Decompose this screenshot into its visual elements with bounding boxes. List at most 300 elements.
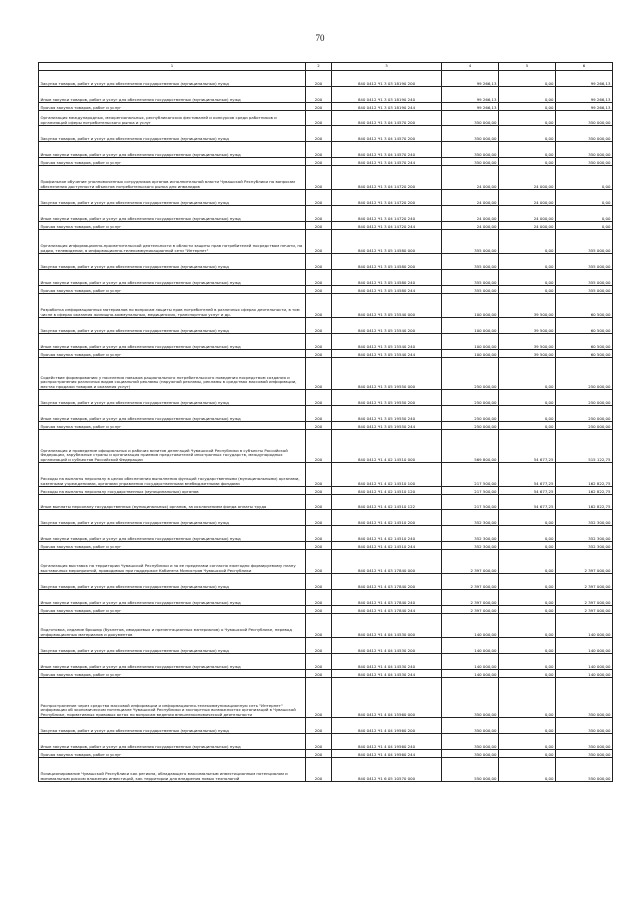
row-amount-approved: 140 000,00 xyxy=(442,670,499,678)
row-amount-remaining: 60 500,00 xyxy=(556,334,613,350)
row-amount-executed: 0,00 xyxy=(499,254,556,270)
row-amount-approved: 352 300,00 xyxy=(442,510,499,526)
row-amount-executed: 39 500,00 xyxy=(499,350,556,358)
row-amount-approved: 250 000,00 xyxy=(442,390,499,406)
table-row xyxy=(39,542,613,550)
row-amount-approved: 350 000,00 xyxy=(442,158,499,166)
row-amount-approved: 569 800,00 xyxy=(442,430,499,463)
row-kvr-code: 200 xyxy=(306,406,332,422)
table-row xyxy=(39,590,613,606)
table-row xyxy=(39,750,613,758)
row-kvr-code: 200 xyxy=(306,111,332,126)
row-amount-remaining: 99 266,13 xyxy=(556,71,613,87)
row-amount-approved: 217 500,00 xyxy=(442,487,499,495)
table-row xyxy=(39,406,613,422)
row-amount-executed: 0,00 xyxy=(499,87,556,103)
row-description: Иные закупки товаров, работ и услуг для обеспечения государственных (муниципальных) нужд xyxy=(39,87,306,103)
row-amount-executed: 0,00 xyxy=(499,358,556,390)
row-budget-code: 840 0412 Ч1 3 03 18190 240 xyxy=(332,87,442,103)
row-amount-executed: 0,00 xyxy=(499,126,556,142)
row-amount-remaining: 250 000,00 xyxy=(556,422,613,430)
row-amount-remaining: 352 300,00 xyxy=(556,542,613,550)
table-row xyxy=(39,495,613,510)
row-amount-executed: 0,00 xyxy=(499,270,556,286)
row-budget-code: 840 0412 Ч1 4 03 17840 240 xyxy=(332,590,442,606)
row-description: Иные закупки товаров, работ и услуг для обеспечения государственных (муниципальных) нужд xyxy=(39,654,306,670)
table-row xyxy=(39,550,613,574)
row-budget-code: 840 0412 Ч1 3 04 14570 200 xyxy=(332,111,442,126)
row-amount-remaining: 60 500,00 xyxy=(556,318,613,334)
row-amount-remaining: 350 000,00 xyxy=(556,111,613,126)
row-kvr-code: 200 xyxy=(306,358,332,390)
row-kvr-code: 200 xyxy=(306,750,332,758)
row-budget-code: 840 0412 Ч1 4 04 14530 200 xyxy=(332,638,442,654)
row-amount-approved: 217 500,00 xyxy=(442,495,499,510)
header-cell: 3 xyxy=(332,63,442,71)
table-row xyxy=(39,87,613,103)
row-amount-approved: 100 000,00 xyxy=(442,318,499,334)
row-description: Прочая закупка товаров, работ и услуг xyxy=(39,158,306,166)
row-kvr-code: 200 xyxy=(306,654,332,670)
row-amount-executed: 54 677,25 xyxy=(499,430,556,463)
row-amount-remaining: 355 000,00 xyxy=(556,270,613,286)
table-row xyxy=(39,270,613,286)
row-amount-approved: 250 000,00 xyxy=(442,422,499,430)
row-amount-remaining: 0,00 xyxy=(556,190,613,206)
row-amount-remaining: 140 000,00 xyxy=(556,614,613,638)
row-amount-remaining: 355 000,00 xyxy=(556,254,613,270)
table-row xyxy=(39,103,613,111)
table-row xyxy=(39,614,613,638)
row-budget-code: 840 0412 Ч1 4 04 14530 000 xyxy=(332,614,442,638)
row-budget-code: 840 0412 Ч1 3 05 15540 200 xyxy=(332,318,442,334)
row-description: Прочая закупка товаров, работ и услуг xyxy=(39,542,306,550)
row-budget-code: 840 0412 Ч1 3 05 15540 240 xyxy=(332,334,442,350)
row-amount-remaining: 0,00 xyxy=(556,166,613,190)
table-row xyxy=(39,606,613,614)
header-cell: 5 xyxy=(499,63,556,71)
row-description: Закупка товаров, работ и услуг для обеспечения государственных (муниципальных) нужд xyxy=(39,254,306,270)
row-kvr-code: 200 xyxy=(306,270,332,286)
row-budget-code: 840 0412 Ч1 4 02 14510 000 xyxy=(332,430,442,463)
row-budget-code: 840 0412 Ч1 4 02 14510 240 xyxy=(332,526,442,542)
table-row xyxy=(39,158,613,166)
row-description: Закупка товаров, работ и услуг для обеспечения государственных (муниципальных) нужд xyxy=(39,718,306,734)
row-amount-approved: 24 000,00 xyxy=(442,206,499,222)
row-amount-remaining: 2 397 000,00 xyxy=(556,574,613,590)
row-amount-remaining: 350 000,00 xyxy=(556,718,613,734)
row-description: Прочая закупка товаров, работ и услуг xyxy=(39,606,306,614)
row-description: Организация информационно-просветительской деятельности в области защиты прав потребителей посредством печати, на радио, телевидении, в информационно-телекоммуникационной сети "Интернет" xyxy=(39,230,306,254)
row-kvr-code: 200 xyxy=(306,166,332,190)
row-amount-remaining: 2 397 000,00 xyxy=(556,590,613,606)
row-amount-executed: 0,00 xyxy=(499,71,556,87)
header-cell: 6 xyxy=(556,63,613,71)
table-header-row xyxy=(39,63,613,71)
row-budget-code: 840 0412 Ч1 4 04 19560 200 xyxy=(332,718,442,734)
row-amount-approved: 350 000,00 xyxy=(442,718,499,734)
row-budget-code: 840 0412 Ч1 3 05 19550 000 xyxy=(332,358,442,390)
row-amount-approved: 24 000,00 xyxy=(442,190,499,206)
table-row xyxy=(39,718,613,734)
row-amount-executed: 0,00 xyxy=(499,142,556,158)
row-amount-remaining: 350 000,00 xyxy=(556,126,613,142)
row-budget-code: 840 0412 Ч1 4 04 14530 240 xyxy=(332,654,442,670)
row-amount-remaining: 350 000,00 xyxy=(556,142,613,158)
row-amount-executed: 0,00 xyxy=(499,526,556,542)
row-amount-executed: 0,00 xyxy=(499,230,556,254)
table-row xyxy=(39,254,613,270)
row-amount-executed: 0,00 xyxy=(499,678,556,718)
row-description: Прочая закупка товаров, работ и услуг xyxy=(39,670,306,678)
row-kvr-code: 200 xyxy=(306,158,332,166)
table-row xyxy=(39,422,613,430)
table-row xyxy=(39,734,613,750)
table-row xyxy=(39,638,613,654)
row-amount-approved: 2 397 000,00 xyxy=(442,550,499,574)
row-amount-remaining: 350 000,00 xyxy=(556,678,613,718)
row-amount-approved: 355 000,00 xyxy=(442,230,499,254)
row-amount-approved: 140 000,00 xyxy=(442,614,499,638)
row-description: Иные закупки товаров, работ и услуг для обеспечения государственных (муниципальных) нужд xyxy=(39,142,306,158)
row-kvr-code: 200 xyxy=(306,495,332,510)
row-amount-remaining: 352 300,00 xyxy=(556,526,613,542)
row-amount-executed: 0,00 xyxy=(499,103,556,111)
row-description: Закупка товаров, работ и услуг для обеспечения государственных (муниципальных) нужд xyxy=(39,190,306,206)
row-kvr-code: 200 xyxy=(306,286,332,294)
table-row xyxy=(39,222,613,230)
row-amount-remaining: 515 122,75 xyxy=(556,430,613,463)
row-amount-approved: 352 300,00 xyxy=(442,526,499,542)
row-amount-approved: 2 397 000,00 xyxy=(442,574,499,590)
row-description: Закупка товаров, работ и услуг для обеспечения государственных (муниципальных) нужд xyxy=(39,390,306,406)
row-description: Профильное обучение уполномоченных сотрудников органов исполнительной власти Чувашской Республики по вопросам обеспечения доступности объектов потребительского рынка для инвалидов xyxy=(39,166,306,190)
table-row xyxy=(39,678,613,718)
row-description: Расходы на выплаты персоналу государственных (муниципальных) органов xyxy=(39,487,306,495)
table-row xyxy=(39,334,613,350)
table-row xyxy=(39,318,613,334)
row-amount-approved: 350 000,00 xyxy=(442,678,499,718)
row-kvr-code: 200 xyxy=(306,87,332,103)
table-row xyxy=(39,230,613,254)
row-amount-remaining: 250 000,00 xyxy=(556,406,613,422)
row-budget-code: 840 0412 Ч1 4 03 17840 200 xyxy=(332,574,442,590)
row-amount-remaining: 140 000,00 xyxy=(556,638,613,654)
row-amount-executed: 54 677,25 xyxy=(499,495,556,510)
row-budget-code: 840 0412 Ч1 6 05 10570 000 xyxy=(332,758,442,782)
row-amount-remaining: 2 397 000,00 xyxy=(556,550,613,574)
row-kvr-code: 200 xyxy=(306,350,332,358)
row-kvr-code: 200 xyxy=(306,550,332,574)
table-row xyxy=(39,350,613,358)
row-amount-executed: 0,00 xyxy=(499,406,556,422)
table-row xyxy=(39,487,613,495)
row-budget-code: 840 0412 Ч1 4 02 14510 200 xyxy=(332,510,442,526)
row-amount-approved: 355 000,00 xyxy=(442,270,499,286)
row-description: Разработка информационных материалов по вопросам защиты прав потребителей в различных сферах деятельности, в том числе в сферах оказания жилищно-коммунальных, медицинских, транспортных услуг и др. xyxy=(39,294,306,318)
row-amount-executed: 39 500,00 xyxy=(499,318,556,334)
row-budget-code: 840 0412 Ч1 3 05 14580 240 xyxy=(332,270,442,286)
row-amount-executed: 24 000,00 xyxy=(499,190,556,206)
row-amount-executed: 0,00 xyxy=(499,734,556,750)
table-row xyxy=(39,430,613,463)
row-description: Позиционирование Чувашской Республики как региона, обладающего максимальным инвестиционным потенциалом и минимальным риском вложения инвестиций, как территории для внедрения новых технологий xyxy=(39,758,306,782)
row-budget-code: 840 0412 Ч1 4 03 17840 000 xyxy=(332,550,442,574)
row-kvr-code: 200 xyxy=(306,678,332,718)
row-description: Закупка товаров, работ и услуг для обеспечения государственных (муниципальных) нужд xyxy=(39,510,306,526)
row-amount-remaining: 250 000,00 xyxy=(556,358,613,390)
row-amount-remaining: 162 822,75 xyxy=(556,495,613,510)
row-budget-code: 840 0412 Ч1 3 04 14720 240 xyxy=(332,206,442,222)
row-description: Закупка товаров, работ и услуг для обеспечения государственных (муниципальных) нужд xyxy=(39,126,306,142)
row-kvr-code: 200 xyxy=(306,510,332,526)
row-kvr-code: 200 xyxy=(306,430,332,463)
row-amount-approved: 350 000,00 xyxy=(442,734,499,750)
row-kvr-code: 200 xyxy=(306,390,332,406)
row-description: Подготовка, издание брошюр (буклетов, имиджевых и презентационных материалов) о Чувашской Республике, перевод информационных материалов и документов xyxy=(39,614,306,638)
row-description: Иные закупки товаров, работ и услуг для обеспечения государственных (муниципальных) нужд xyxy=(39,406,306,422)
row-description: Организация и проведение официальных и рабочих визитов делегаций Чувашской Республики в субъекты Российской Федерации, зарубежные страны и организация приемов представителей иностранных государств, международных организаций и субъектов Российской Федерации xyxy=(39,430,306,463)
row-amount-remaining: 99 266,13 xyxy=(556,87,613,103)
row-amount-approved: 350 000,00 xyxy=(442,126,499,142)
row-kvr-code: 200 xyxy=(306,614,332,638)
row-amount-approved: 140 000,00 xyxy=(442,654,499,670)
budget-table xyxy=(38,62,613,782)
row-amount-executed: 0,00 xyxy=(499,718,556,734)
row-amount-approved: 100 000,00 xyxy=(442,350,499,358)
table-row xyxy=(39,574,613,590)
row-budget-code: 840 0412 Ч1 4 04 19560 240 xyxy=(332,734,442,750)
row-amount-approved: 352 300,00 xyxy=(442,542,499,550)
row-amount-approved: 99 266,13 xyxy=(442,71,499,87)
row-description: Иные закупки товаров, работ и услуг для обеспечения государственных (муниципальных) нужд xyxy=(39,206,306,222)
header-cell: 1 xyxy=(39,63,306,71)
row-amount-executed: 0,00 xyxy=(499,590,556,606)
row-description: Иные закупки товаров, работ и услуг для обеспечения государственных (муниципальных) нужд xyxy=(39,334,306,350)
row-description: Закупка товаров, работ и услуг для обеспечения государственных (муниципальных) нужд xyxy=(39,574,306,590)
row-amount-executed: 39 500,00 xyxy=(499,334,556,350)
row-description: Распространение через средства массовой информации и информационно-телекоммуникационную сеть "Интернет" информации об экономическом потенциале Чувашской Республики и экспортных возможностях организаций в Чувашской Республике, нормативных правовых актах по вопросам ведения внешнеэкономической деятельности xyxy=(39,678,306,718)
row-kvr-code: 200 xyxy=(306,230,332,254)
table-row xyxy=(39,670,613,678)
row-amount-remaining: 550 000,00 xyxy=(556,758,613,782)
row-kvr-code: 200 xyxy=(306,190,332,206)
row-budget-code: 840 0412 Ч1 3 05 15540 000 xyxy=(332,294,442,318)
row-amount-approved: 100 000,00 xyxy=(442,334,499,350)
row-amount-approved: 2 397 000,00 xyxy=(442,606,499,614)
row-amount-approved: 99 266,13 xyxy=(442,87,499,103)
row-amount-executed: 0,00 xyxy=(499,510,556,526)
row-kvr-code: 200 xyxy=(306,606,332,614)
table-row xyxy=(39,206,613,222)
row-budget-code: 840 0412 Ч1 3 04 14570 240 xyxy=(332,142,442,158)
table-row xyxy=(39,526,613,542)
row-budget-code: 840 0412 Ч1 3 05 14580 000 xyxy=(332,230,442,254)
table-row xyxy=(39,390,613,406)
row-amount-remaining: 350 000,00 xyxy=(556,734,613,750)
row-amount-executed: 24 000,00 xyxy=(499,222,556,230)
row-amount-executed: 0,00 xyxy=(499,158,556,166)
row-description: Содействие формированию у населения навыков рационального потребительского поведения посредством создания и распространения различных видов социальной рекламы (наружной рекламы, рекламы в средствах массовой информации, местах продажи товаров и оказания услуг) xyxy=(39,358,306,390)
table-row xyxy=(39,510,613,526)
row-amount-remaining: 2 397 000,00 xyxy=(556,606,613,614)
row-budget-code: 840 0412 Ч1 3 03 18190 244 xyxy=(332,103,442,111)
row-kvr-code: 200 xyxy=(306,422,332,430)
row-amount-remaining: 350 000,00 xyxy=(556,750,613,758)
row-amount-executed: 0,00 xyxy=(499,750,556,758)
row-kvr-code: 200 xyxy=(306,758,332,782)
row-amount-approved: 355 000,00 xyxy=(442,286,499,294)
row-description: Прочая закупка товаров, работ и услуг xyxy=(39,750,306,758)
row-description: Иные закупки товаров, работ и услуг для обеспечения государственных (муниципальных) нужд xyxy=(39,590,306,606)
row-budget-code: 840 0412 Ч1 3 05 14580 244 xyxy=(332,286,442,294)
row-kvr-code: 200 xyxy=(306,670,332,678)
table-row xyxy=(39,71,613,87)
row-amount-approved: 2 397 000,00 xyxy=(442,590,499,606)
row-amount-executed: 0,00 xyxy=(499,574,556,590)
row-amount-approved: 140 000,00 xyxy=(442,638,499,654)
row-amount-executed: 0,00 xyxy=(499,758,556,782)
row-budget-code: 840 0412 Ч1 3 05 14580 200 xyxy=(332,254,442,270)
row-kvr-code: 200 xyxy=(306,718,332,734)
row-amount-approved: 100 000,00 xyxy=(442,294,499,318)
row-amount-executed: 0,00 xyxy=(499,654,556,670)
table-row xyxy=(39,126,613,142)
row-amount-executed: 54 677,25 xyxy=(499,487,556,495)
row-amount-remaining: 60 500,00 xyxy=(556,294,613,318)
row-budget-code: 840 0412 Ч1 4 04 15560 000 xyxy=(332,678,442,718)
header-cell: 4 xyxy=(442,63,499,71)
row-description: Организация международных, межрегиональных, республиканских фестивалей и конкурсов среди работников и организаций сферы потребительского рынка и услуг xyxy=(39,111,306,126)
row-amount-remaining: 355 000,00 xyxy=(556,286,613,294)
table-row xyxy=(39,358,613,390)
table-row xyxy=(39,190,613,206)
table-row xyxy=(39,111,613,126)
row-description: Прочая закупка товаров, работ и услуг xyxy=(39,222,306,230)
row-amount-executed: 0,00 xyxy=(499,550,556,574)
row-amount-executed: 0,00 xyxy=(499,111,556,126)
row-kvr-code: 200 xyxy=(306,542,332,550)
row-kvr-code: 200 xyxy=(306,254,332,270)
row-amount-executed: 0,00 xyxy=(499,286,556,294)
row-amount-remaining: 140 000,00 xyxy=(556,654,613,670)
row-amount-executed: 24 000,00 xyxy=(499,206,556,222)
row-budget-code: 840 0412 Ч1 4 02 14510 244 xyxy=(332,542,442,550)
row-amount-approved: 99 266,13 xyxy=(442,103,499,111)
table-row xyxy=(39,166,613,190)
row-amount-approved: 250 000,00 xyxy=(442,358,499,390)
row-description: Закупка товаров, работ и услуг для обеспечения государственных (муниципальных) нужд xyxy=(39,318,306,334)
row-amount-executed: 24 000,00 xyxy=(499,166,556,190)
row-budget-code: 840 0412 Ч1 4 02 14510 120 xyxy=(332,487,442,495)
row-kvr-code: 200 xyxy=(306,734,332,750)
table-row xyxy=(39,286,613,294)
row-kvr-code: 200 xyxy=(306,126,332,142)
row-description: Прочая закупка товаров, работ и услуг xyxy=(39,286,306,294)
row-description: Иные закупки товаров, работ и услуг для обеспечения государственных (муниципальных) нужд xyxy=(39,526,306,542)
table-row xyxy=(39,294,613,318)
row-kvr-code: 200 xyxy=(306,526,332,542)
row-kvr-code: 200 xyxy=(306,318,332,334)
row-amount-approved: 350 000,00 xyxy=(442,750,499,758)
row-budget-code: 840 0412 Ч1 4 03 17840 244 xyxy=(332,606,442,614)
row-amount-approved: 550 000,00 xyxy=(442,758,499,782)
row-budget-code: 840 0412 Ч1 3 04 14570 200 xyxy=(332,126,442,142)
row-kvr-code: 200 xyxy=(306,294,332,318)
row-amount-executed: 0,00 xyxy=(499,422,556,430)
row-amount-remaining: 350 000,00 xyxy=(556,158,613,166)
row-amount-approved: 24 000,00 xyxy=(442,222,499,230)
row-description: Прочая закупка товаров, работ и услуг xyxy=(39,350,306,358)
row-kvr-code: 200 xyxy=(306,590,332,606)
table-row xyxy=(39,654,613,670)
row-budget-code: 840 0412 Ч1 4 02 14510 122 xyxy=(332,495,442,510)
row-amount-remaining: 162 822,75 xyxy=(556,463,613,487)
row-amount-approved: 350 000,00 xyxy=(442,111,499,126)
row-description: Закупка товаров, работ и услуг для обеспечения государственных (муниципальных) нужд xyxy=(39,71,306,87)
row-amount-remaining: 250 000,00 xyxy=(556,390,613,406)
row-amount-executed: 0,00 xyxy=(499,542,556,550)
row-amount-approved: 350 000,00 xyxy=(442,142,499,158)
table-row xyxy=(39,142,613,158)
row-amount-approved: 250 000,00 xyxy=(442,406,499,422)
row-budget-code: 840 0412 Ч1 3 05 15540 244 xyxy=(332,350,442,358)
row-budget-code: 840 0412 Ч1 3 04 14720 200 xyxy=(332,190,442,206)
row-budget-code: 840 0412 Ч1 3 03 18190 200 xyxy=(332,71,442,87)
page-number: 70 xyxy=(315,33,325,43)
row-amount-executed: 54 677,25 xyxy=(499,463,556,487)
row-budget-code: 840 0412 Ч1 3 04 14720 244 xyxy=(332,222,442,230)
row-amount-remaining: 352 300,00 xyxy=(556,510,613,526)
row-budget-code: 840 0412 Ч1 3 04 14720 200 xyxy=(332,166,442,190)
row-kvr-code: 200 xyxy=(306,222,332,230)
row-budget-code: 840 0412 Ч1 3 05 19550 200 xyxy=(332,390,442,406)
row-kvr-code: 200 xyxy=(306,142,332,158)
row-amount-remaining: 355 000,00 xyxy=(556,230,613,254)
row-amount-remaining: 0,00 xyxy=(556,222,613,230)
row-budget-code: 840 0412 Ч1 3 04 14570 244 xyxy=(332,158,442,166)
row-amount-remaining: 162 822,75 xyxy=(556,487,613,495)
row-amount-executed: 0,00 xyxy=(499,670,556,678)
row-amount-remaining: 140 000,00 xyxy=(556,670,613,678)
row-kvr-code: 200 xyxy=(306,206,332,222)
row-amount-executed: 0,00 xyxy=(499,638,556,654)
header-cell: 2 xyxy=(306,63,332,71)
row-budget-code: 840 0412 Ч1 4 02 14510 100 xyxy=(332,463,442,487)
row-budget-code: 840 0412 Ч1 4 04 19560 244 xyxy=(332,750,442,758)
row-budget-code: 840 0412 Ч1 3 05 19550 244 xyxy=(332,422,442,430)
row-kvr-code: 200 xyxy=(306,463,332,487)
table-row xyxy=(39,463,613,487)
row-description: Организация выставок на территории Чувашской Республики и за ее пределами согласно ежегодно формируемому плану выставочных мероприятий, проводимых при поддержке Кабинета Министров Чувашской Республики xyxy=(39,550,306,574)
row-kvr-code: 200 xyxy=(306,334,332,350)
row-kvr-code: 200 xyxy=(306,574,332,590)
row-amount-executed: 39 500,00 xyxy=(499,294,556,318)
row-amount-remaining: 99 266,13 xyxy=(556,103,613,111)
row-amount-remaining: 60 500,00 xyxy=(556,350,613,358)
row-description: Прочая закупка товаров, работ и услуг xyxy=(39,422,306,430)
row-amount-remaining: 0,00 xyxy=(556,206,613,222)
row-description: Иные закупки товаров, работ и услуг для обеспечения государственных (муниципальных) нужд xyxy=(39,270,306,286)
row-budget-code: 840 0412 Ч1 3 05 19550 240 xyxy=(332,406,442,422)
row-budget-code: 840 0412 Ч1 4 04 14530 244 xyxy=(332,670,442,678)
row-amount-approved: 217 500,00 xyxy=(442,463,499,487)
row-amount-executed: 0,00 xyxy=(499,390,556,406)
row-amount-executed: 0,00 xyxy=(499,606,556,614)
row-description: Иные закупки товаров, работ и услуг для обеспечения государственных (муниципальных) нужд xyxy=(39,734,306,750)
table-row xyxy=(39,758,613,782)
row-description: Прочая закупка товаров, работ и услуг xyxy=(39,103,306,111)
